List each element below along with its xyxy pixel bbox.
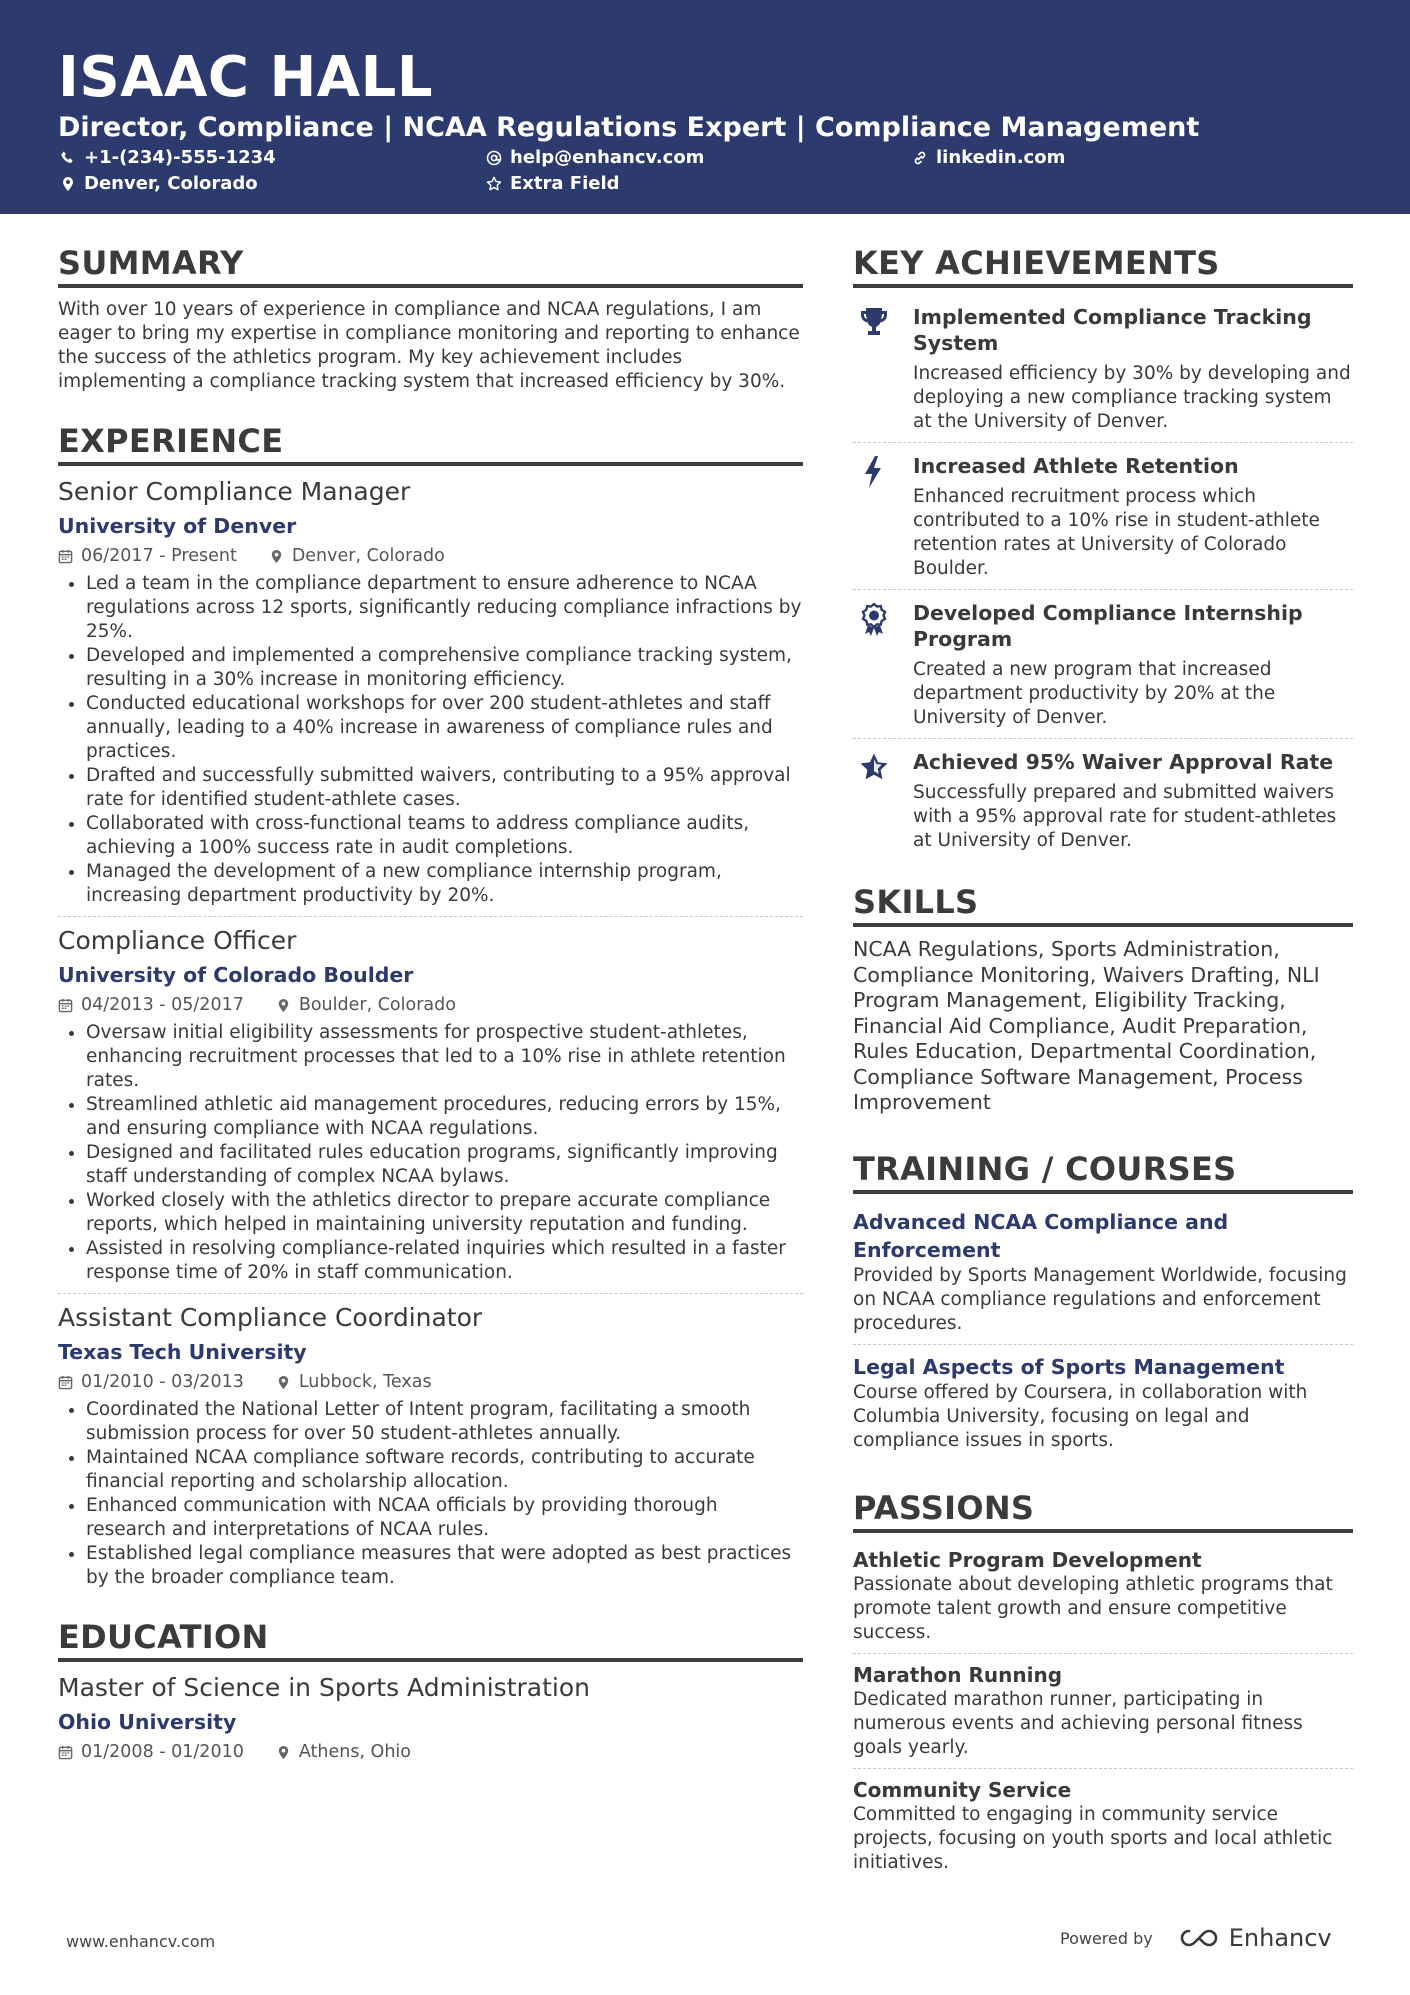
job-bullet: • Managed the development of a new compliance internship program, increasing department productivity by 20%. [86,860,803,908]
achievement-title: Developed Compliance Internship Program [913,601,1303,651]
passion-title: Athletic Program Development [853,1547,1202,1572]
contact-email-text: help@enhancv.com [510,147,705,168]
achievements-title: KEY ACHIEVEMENTS [853,244,1353,288]
job-bullet: • Conducted educational workshops for over 200 student-athletes and staff annually, leading to a 40% increase in awareness of compliance rules and practices. [86,692,803,764]
job-bullet: • Streamlined athletic aid management procedures, reducing errors by 15%, and ensuring compliance with NCAA regulations. [86,1093,803,1141]
passion-item [853,1768,1353,1883]
skills-section [853,883,1353,1116]
job-entry [58,916,803,1293]
star-icon [858,751,890,785]
candidate-name: ISAAC HALL [58,45,434,110]
passion-desc: Passionate about developing athletic programs that promote talent growth and ensure competitive success. [853,1573,1333,1643]
contact-extra [486,172,620,196]
job-company: University of Denver [58,514,297,538]
passion-title: Marathon Running [853,1662,1063,1687]
job-bullet: • Established legal compliance measures that were adopted as best practices by the broader compliance team. [86,1542,803,1590]
course-title: Legal Aspects of Sports Management [853,1354,1285,1379]
job-bullet: • Oversaw initial eligibility assessments for prospective student-athletes, enhancing recruitment processes that led to a 10% rise in athlete retention rates. [86,1021,803,1093]
contact-extra-text: Extra Field [510,173,620,194]
course-desc: Course offered by Coursera, in collaboration with Columbia University, focusing on legal and compliance issues in sports. [853,1381,1308,1451]
achievement-item [853,589,1353,738]
contact-location [60,172,258,196]
job-dates: 06/2017 - Present [81,546,237,566]
contact-location-text: Denver, Colorado [84,173,258,194]
phone-icon [60,150,76,166]
job-meta [58,993,803,1017]
footer-website[interactable]: www.enhancv.com [66,1932,216,1951]
achievement-item [853,298,1353,442]
education-location: Athens, Ohio [298,1742,411,1762]
education-degree: Master of Science in Sports Administration [58,1673,590,1702]
calendar-icon [58,549,73,564]
left-column [58,244,803,1764]
training-title: TRAINING / COURSES [853,1150,1353,1194]
summary-section [58,244,803,394]
achievement-item [853,738,1353,861]
job-bullet: • Collaborated with cross-functional teams to address compliance audits, achieving a 100% success rate in audit completions. [86,812,803,860]
job-bullet: • Coordinated the National Letter of Intent program, facilitating a smooth submission process for over 50 student-athletes annually. [86,1398,803,1446]
contact-linkedin-text: linkedin.com [936,147,1066,168]
location-pin-icon [276,1745,291,1760]
passions-section [853,1489,1353,1883]
calendar-icon [58,998,73,1013]
passion-desc: Committed to engaging in community service projects, focusing on youth sports and local athletic initiatives. [853,1803,1333,1873]
lightning-icon [858,455,890,489]
job-location: Boulder, Colorado [298,995,456,1015]
star-outline-icon [486,176,502,192]
contact-email[interactable] [486,146,704,170]
achievement-item [853,442,1353,589]
job-location: Denver, Colorado [291,546,445,566]
education-title: EDUCATION [58,1618,803,1662]
candidate-tagline: Director, Compliance | NCAA Regulations Expert | Compliance Management [58,112,1200,143]
skills-list: NCAA Regulations, Sports Administration, Compliance Monitoring, Waivers Drafting, NLI Program Management, Eligibility Tracking, Financial Aid Compliance, Audit Preparation, Rules Education, Departmental Coordination, Compliance Software Management, Process Improvement [853,937,1320,1114]
passion-desc: Dedicated marathon runner, participating in numerous events and achieving personal fitness goals yearly. [853,1688,1303,1758]
job-bullet: • Enhanced communication with NCAA officials by providing thorough research and interpretations of NCAA rules. [86,1494,803,1542]
powered-by-label: Powered by [1060,1928,1153,1948]
brand-logo[interactable] [1177,1924,1332,1952]
achievement-desc: Enhanced recruitment process which contributed to a 10% rise in student-athlete retention rates at University of Colorado Boulder. [913,486,1320,579]
job-location: Lubbock, Texas [298,1372,432,1392]
course-item [853,1344,1353,1461]
job-dates: 04/2013 - 05/2017 [81,995,244,1015]
job-bullets [58,1021,803,1285]
location-pin-icon [276,998,291,1013]
location-pin-icon [269,549,284,564]
job-bullets [58,1398,803,1590]
at-icon [486,150,502,166]
resume-header [0,0,1410,214]
job-meta [58,544,803,568]
job-meta [58,1370,803,1394]
achievement-desc: Successfully prepared and submitted waivers with a 95% approval rate for student-athletes at University of Denver. [913,782,1337,851]
enhancv-logo-icon [1177,1927,1221,1949]
contact-phone-text: +1-(234)-555-1234 [84,147,276,168]
skills-title: SKILLS [853,883,1353,927]
training-section [853,1150,1353,1461]
contact-linkedin[interactable] [912,146,1065,170]
experience-title: EXPERIENCE [58,422,803,466]
job-bullet: • Drafted and successfully submitted waivers, contributing to a 95% approval rate for identified student-athlete cases. [86,764,803,812]
job-entry [58,1293,803,1598]
job-bullet: • Worked closely with the athletics director to prepare accurate compliance reports, which helped in maintaining university reputation and funding. [86,1189,803,1237]
location-pin-icon [276,1375,291,1390]
achievement-title: Increased Athlete Retention [913,454,1239,478]
medal-icon [858,602,890,636]
contact-phone[interactable] [60,146,276,170]
job-bullets [58,572,803,908]
summary-text: With over 10 years of experience in compliance and NCAA regulations, I am eager to bring my expertise in compliance monitoring and reporting to enhance the success of the athletics program. My key achievement includes implementing a compliance tracking system that increased efficiency by 30%. [58,299,800,392]
job-bullet: • Developed and implemented a comprehensive compliance tracking system, resulting in a 30% increase in monitoring efficiency. [86,644,803,692]
link-icon [912,150,928,166]
passion-item [853,1653,1353,1768]
job-bullet: • Designed and facilitated rules education programs, significantly improving staff understanding of complex NCAA bylaws. [86,1141,803,1189]
job-company: University of Colorado Boulder [58,963,414,987]
achievements-section [853,244,1353,861]
course-item [853,1204,1353,1344]
calendar-icon [58,1375,73,1390]
achievement-title: Implemented Compliance Tracking System [913,305,1312,355]
right-column [853,244,1353,1883]
education-section [58,1618,803,1764]
trophy-icon [858,306,890,340]
passions-title: PASSIONS [853,1489,1353,1533]
achievement-title: Achieved 95% Waiver Approval Rate [913,750,1334,774]
passion-title: Community Service [853,1777,1072,1802]
education-dates: 01/2008 - 01/2010 [81,1742,244,1762]
summary-title: SUMMARY [58,244,803,288]
job-company: Texas Tech University [58,1340,307,1364]
footer-branding [1060,1924,1332,1952]
course-title: Advanced NCAA Compliance and Enforcement [853,1209,1229,1262]
passion-item [853,1543,1353,1653]
job-dates: 01/2010 - 03/2013 [81,1372,244,1392]
job-bullet: • Maintained NCAA compliance software records, contributing to accurate financial reporting and scholarship allocation. [86,1446,803,1494]
course-desc: Provided by Sports Management Worldwide, focusing on NCAA compliance regulations and enforcement procedures. [853,1264,1347,1334]
brand-name: Enhancv [1228,1924,1332,1952]
job-bullet: • Assisted in resolving compliance-related inquiries which resulted in a faster response time of 20% in staff communication. [86,1237,803,1285]
experience-section [58,422,803,1598]
job-entry [58,476,803,916]
location-pin-icon [60,176,76,192]
job-title: Compliance Officer [58,926,297,955]
calendar-icon [58,1745,73,1760]
achievement-desc: Increased efficiency by 30% by developing and deploying a new compliance tracking system at the University of Denver. [913,363,1351,432]
education-meta [58,1740,803,1764]
education-school: Ohio University [58,1710,237,1734]
job-title: Assistant Compliance Coordinator [58,1303,483,1332]
achievement-desc: Created a new program that increased department productivity by 20% at the University of Denver. [913,659,1276,728]
job-bullet: • Led a team in the compliance department to ensure adherence to NCAA regulations across 12 sports, significantly reducing compliance infractions by 25%. [86,572,803,644]
job-title: Senior Compliance Manager [58,477,411,506]
